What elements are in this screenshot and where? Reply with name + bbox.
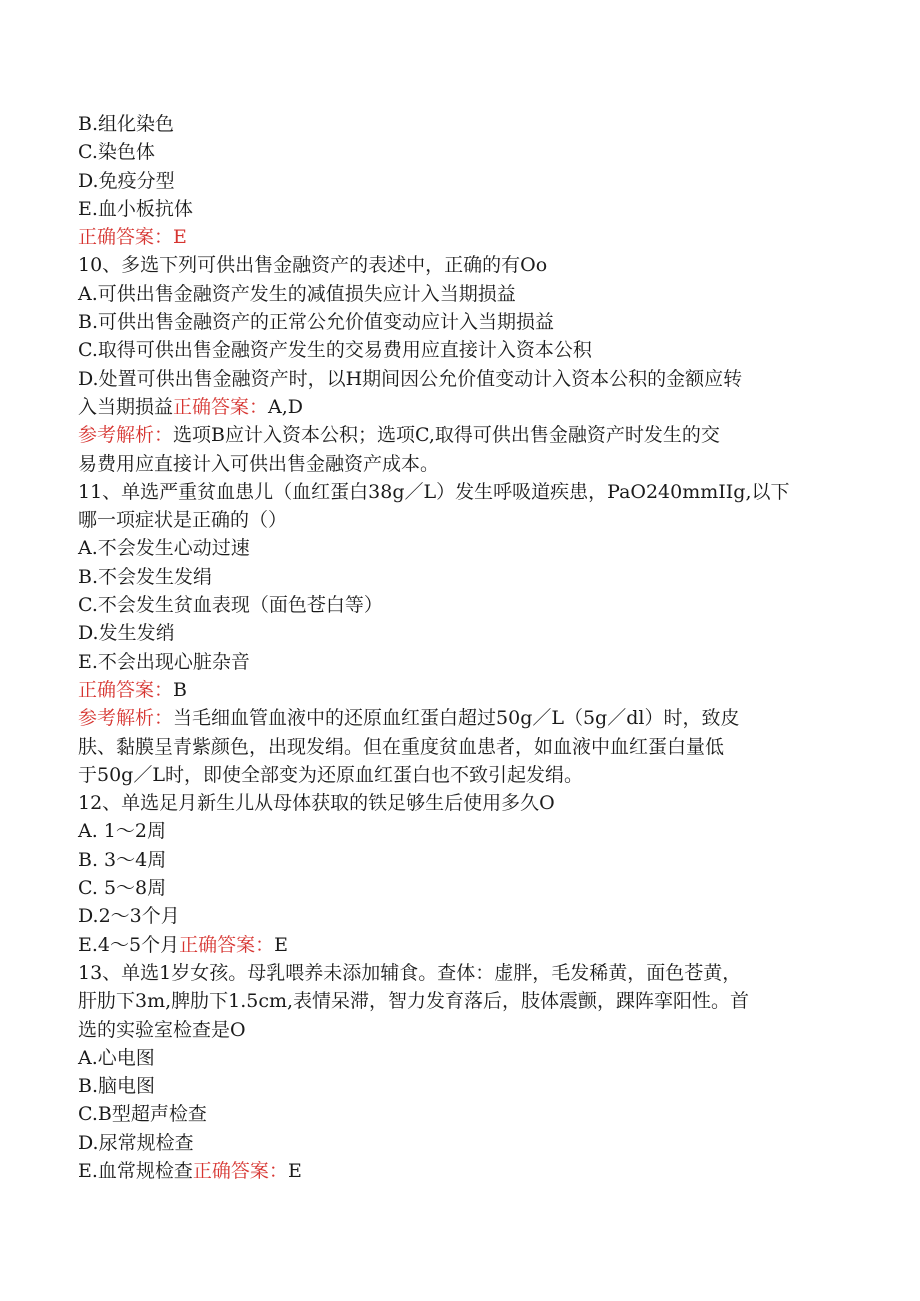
answer-value: E [173, 226, 187, 249]
q10-analysis [78, 421, 848, 449]
q13-option-e-text: E.血常规检查 [78, 1159, 193, 1182]
answer-value: E [287, 1159, 302, 1182]
q11-analysis-cont-2: 于50g／L时，即使全部变为还原血红蛋白也不致引起发绢。 [78, 763, 583, 786]
q12-option-e [78, 931, 848, 959]
q10-stem: 10、多选下列可供出售金融资产的表述中，正确的有Oo [78, 254, 548, 277]
analysis-text: 选项B应计入资本公积；选项C,取得可供出售金融资产时发生的交 [173, 424, 720, 447]
q12-option-a: A. 1～2周 [78, 820, 166, 843]
q11-option-d: D.发生发绡 [78, 622, 175, 645]
q10-option-d: D.处置可供出售金融资产时，以H期间因公允价值变动计入资本公积的金额应转 [78, 367, 743, 390]
document-page [78, 110, 848, 1185]
answer-value: B [173, 678, 187, 701]
q9-answer [78, 223, 848, 251]
q10-option-d-tail: 入当期损益 [78, 395, 174, 418]
q13-option-d: D.尿常规检查 [78, 1131, 194, 1154]
q9-option-b: B.组化染色 [78, 113, 175, 135]
q11-option-e: E.不会出现心脏杂音 [78, 650, 250, 673]
q13-stem-cont-2: 选的实验室检查是O [78, 1018, 246, 1041]
q12-option-c: C. 5～8周 [78, 877, 167, 900]
q11-answer [78, 676, 848, 704]
q10-analysis-cont: 易费用应直接计入可供出售金融资产成本。 [78, 452, 440, 475]
analysis-label: 参考解析： [78, 424, 174, 447]
q13-option-e [78, 1157, 848, 1185]
q12-option-d: D.2～3个月 [78, 905, 180, 928]
q11-option-b: B.不会发生发绢 [78, 565, 213, 588]
analysis-text: 当毛细血管血液中的还原血红蛋白超过50g／L（5g／dl）时，致皮 [173, 707, 740, 730]
q13-option-a: A.心电图 [78, 1046, 155, 1069]
q11-analysis [78, 704, 848, 732]
q13-option-c: C.B型超声检查 [78, 1103, 207, 1126]
q13-stem-cont-1: 肝肋下3m,脾肋下1.5cm,表情呆滞，智力发育落后，肢体震颤，踝阵挛阳性。首 [78, 990, 750, 1013]
q11-option-a: A.不会发生心动过速 [78, 537, 250, 560]
q13-option-b: B.脑电图 [78, 1075, 156, 1098]
q9-option-e: E.血小板抗体 [78, 197, 193, 220]
q9-option-c: C.染色体 [78, 141, 155, 164]
q10-option-a: A.可供出售金融资产发生的减值损失应计入当期损益 [78, 282, 516, 305]
q10-option-c: C.取得可供出售金融资产发生的交易费用应直接计入资本公积 [78, 339, 592, 362]
q11-option-c: C.不会发生贫血表现（面色苍白等） [78, 594, 383, 617]
q10-option-d-cont [78, 393, 848, 421]
answer-value: E [274, 933, 288, 956]
answer-label: 正确答案： [179, 933, 275, 956]
q13-stem: 13、单选1岁女孩。母乳喂养未添加辅食。查体：虚胖，毛发稀黄，面色苍黄， [78, 961, 742, 984]
answer-label: 正确答案： [78, 678, 174, 701]
answer-value: A,D [268, 395, 304, 418]
answer-label: 正确答案： [173, 395, 269, 418]
q12-option-e-text: E.4～5个月 [78, 933, 180, 956]
q9-option-d: D.免疫分型 [78, 169, 175, 192]
answer-label: 正确答案： [192, 1159, 288, 1182]
q12-option-b: B. 3～4周 [78, 848, 167, 871]
analysis-label: 参考解析： [78, 707, 174, 730]
q11-stem-cont: 哪一项症状是正确的（） [78, 509, 288, 532]
q12-stem: 12、单选足月新生儿从母体获取的铁足够生后使用多久O [78, 792, 555, 815]
answer-label: 正确答案： [78, 226, 174, 249]
q11-stem: 11、单选严重贫血患儿（血红蛋白38g／L）发生呼吸道疾患，PaO240mmIIg,以下 [78, 480, 790, 503]
q11-analysis-cont-1: 肤、黏膜呈青紫颜色，出现发绢。但在重度贫血患者，如血液中血红蛋白量低 [78, 735, 725, 758]
q10-option-b: B.可供出售金融资产的正常公允价值变动应计入当期损益 [78, 311, 555, 334]
